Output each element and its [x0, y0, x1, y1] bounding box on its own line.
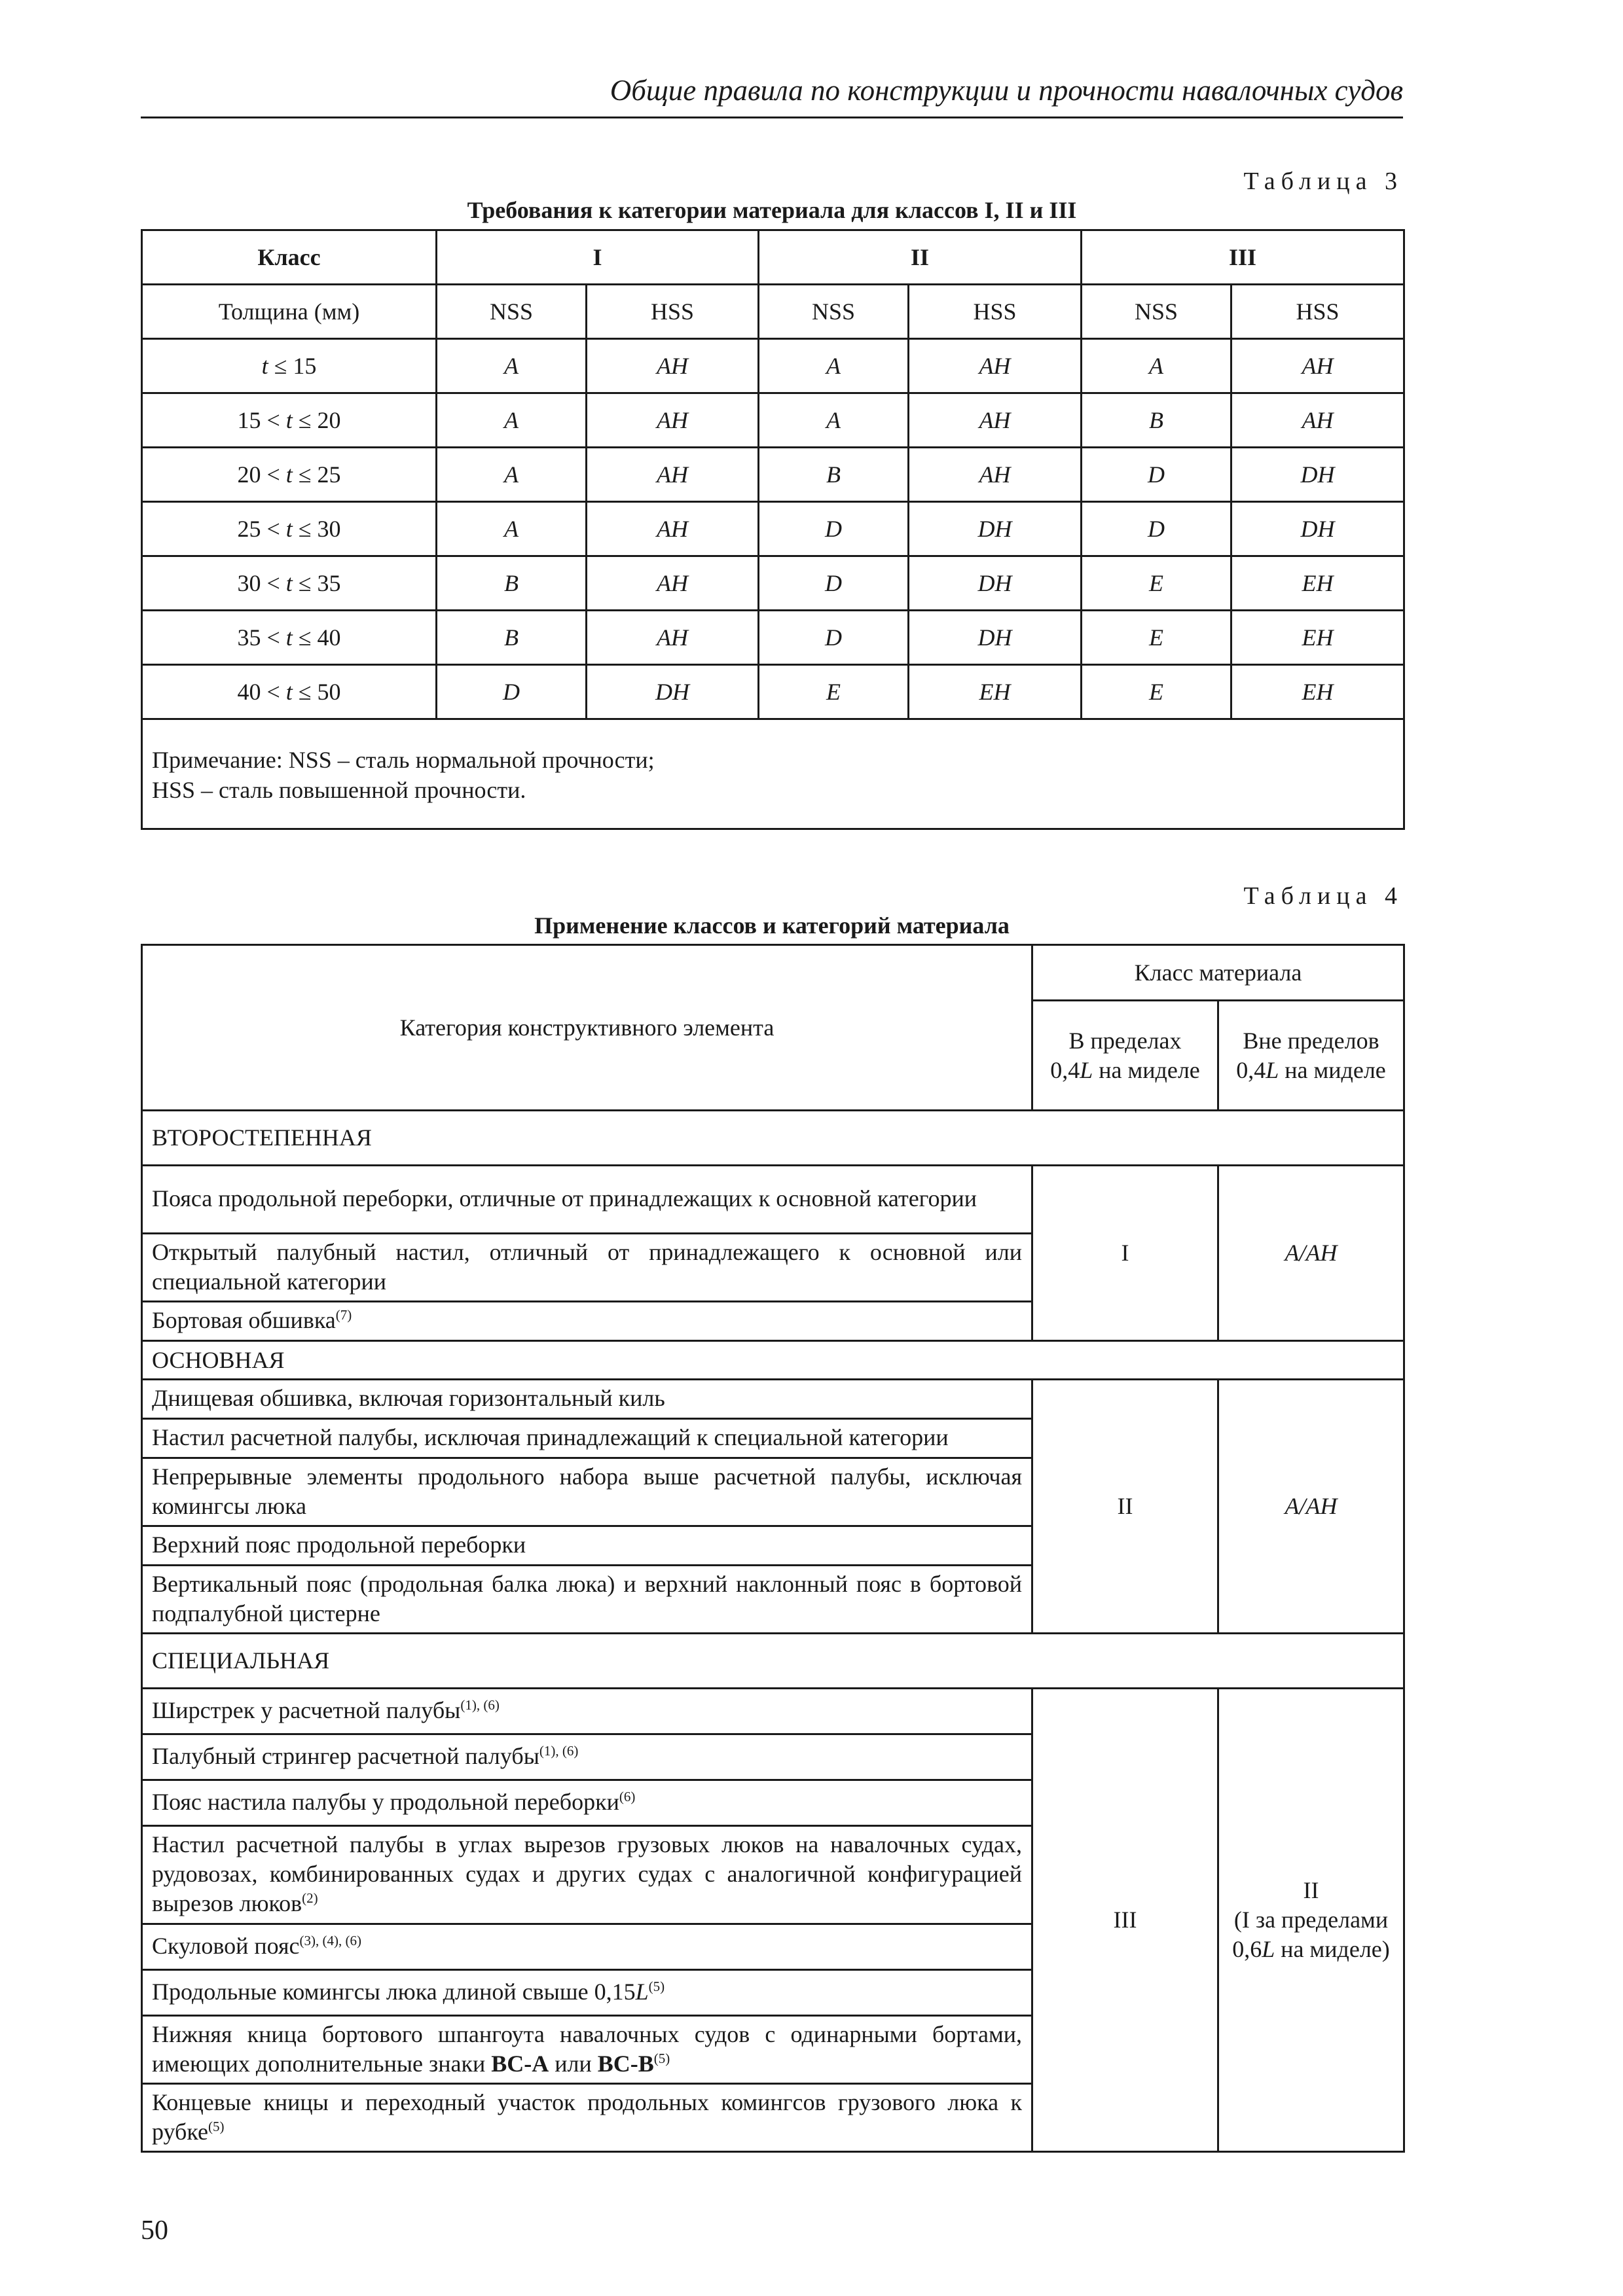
grade-cell: EH	[1231, 665, 1404, 719]
thickness-range-cell: 35 < t ≤ 40	[142, 611, 437, 665]
steel-type-header: NSS	[1082, 285, 1231, 339]
grade-cell: E	[1082, 611, 1231, 665]
grade-cell: B	[437, 611, 587, 665]
class-outside-cell: A/AH	[1218, 1166, 1404, 1341]
table-row	[142, 339, 1404, 393]
element-cell: Открытый палубный настил, отличный от принадлежащего к основной или специальной категории	[142, 1234, 1032, 1302]
class-within-cell: II	[1032, 1380, 1218, 1634]
grade-cell: DH	[909, 611, 1082, 665]
grade-cell: B	[759, 448, 909, 502]
section-title: СПЕЦИАЛЬНАЯ	[142, 1634, 1404, 1689]
element-cell: Днищевая обшивка, включая горизонтальный киль	[142, 1380, 1032, 1419]
thickness-range-cell: t ≤ 15	[142, 339, 437, 393]
table3-note-row	[142, 719, 1404, 829]
section-row-secondary	[142, 1111, 1404, 1166]
table-row	[142, 556, 1404, 611]
table3-number: Таблица 3	[1243, 168, 1403, 195]
element-cell: Пояса продольной переборки, отличные от принадлежащих к основной категории	[142, 1166, 1032, 1234]
grade-cell: AH	[909, 339, 1082, 393]
element-cell: Нижняя кница бортового шпангоута навалочных судов с одинарными бортами, имеющих дополнительные знаки BC-A или $BC-B^{(5)}$	[142, 2016, 1032, 2084]
element-cell: Настил расчетной палубы в углах вырезов грузовых люков на навалочных судах, рудовозах, комбинированных судах и других судах с аналогичной конфигурацией вырезов люков$^{(2)}$	[142, 1826, 1032, 1924]
steel-type-header: HSS	[909, 285, 1082, 339]
table4-header-row	[142, 945, 1404, 1001]
material-grade-table	[141, 229, 1405, 830]
grade-cell: AH	[587, 393, 759, 448]
element-cell: Вертикальный пояс (продольная балка люка) и верхний наклонный пояс в бортовой подпалубной цистерне	[142, 1566, 1032, 1634]
class-outside-cell: A/AH	[1218, 1380, 1404, 1634]
grade-cell: A	[1082, 339, 1231, 393]
class-iii-header: III	[1082, 230, 1404, 285]
table-row	[142, 611, 1404, 665]
steel-type-header: NSS	[437, 285, 587, 339]
grade-cell: A	[759, 393, 909, 448]
table-row	[142, 1166, 1404, 1234]
grade-cell: D	[1082, 502, 1231, 556]
category-header-cell: Категория конструктивного элемента	[142, 945, 1032, 1111]
grade-cell: A	[437, 448, 587, 502]
grade-cell: D	[759, 502, 909, 556]
grade-cell: A	[759, 339, 909, 393]
grade-cell: D	[1082, 448, 1231, 502]
table4-number: Таблица 4	[1243, 882, 1403, 910]
grade-cell: DH	[1231, 448, 1404, 502]
element-cell: Бортовая обшивка$^{(7)}$	[142, 1302, 1032, 1341]
material-class-header: Класс материала	[1032, 945, 1404, 1001]
class-within-cell: I	[1032, 1166, 1218, 1341]
thickness-range-cell: 15 < t ≤ 20	[142, 393, 437, 448]
grade-cell: AH	[587, 611, 759, 665]
grade-cell: A	[437, 339, 587, 393]
element-cell: Концевые кницы и переходный участок продольных комингсов грузового люка к рубке$^{(5)}$	[142, 2084, 1032, 2152]
table4-caption: Применение классов и категорий материала	[534, 912, 1010, 939]
thickness-range-cell: 25 < t ≤ 30	[142, 502, 437, 556]
page-number: 50	[141, 2215, 168, 2246]
grade-cell: AH	[909, 448, 1082, 502]
grade-cell: AH	[909, 393, 1082, 448]
table3-note	[142, 719, 1404, 829]
grade-cell: D	[759, 556, 909, 611]
class-within-cell: III	[1032, 1689, 1218, 2152]
grade-cell: DH	[587, 665, 759, 719]
section-title: ВТОРОСТЕПЕННАЯ	[142, 1111, 1404, 1166]
table-row	[142, 393, 1404, 448]
section-title: ОСНОВНАЯ	[142, 1341, 1404, 1380]
grade-cell: A	[437, 393, 587, 448]
grade-cell: E	[1082, 556, 1231, 611]
grade-cell: DH	[909, 502, 1082, 556]
grade-cell: AH	[587, 448, 759, 502]
element-cell: Скуловой пояс$^{(3), (4), (6)}$	[142, 1924, 1032, 1970]
header-rule	[141, 117, 1403, 118]
grade-cell: B	[437, 556, 587, 611]
section-row-special	[142, 1634, 1404, 1689]
grade-cell: DH	[1231, 502, 1404, 556]
thickness-range-cell: 20 < t ≤ 25	[142, 448, 437, 502]
table3-subheader-row	[142, 285, 1404, 339]
thickness-range-cell: 40 < t ≤ 50	[142, 665, 437, 719]
grade-cell: B	[1082, 393, 1231, 448]
grade-cell: EH	[1231, 556, 1404, 611]
element-cell: Непрерывные элементы продольного набора выше расчетной палубы, исключая комингсы люка	[142, 1458, 1032, 1526]
steel-type-header: NSS	[759, 285, 909, 339]
element-cell: Верхний пояс продольной переборки	[142, 1526, 1032, 1566]
note-line: HSS – сталь повышенной прочности.	[152, 777, 526, 803]
grade-cell: AH	[587, 339, 759, 393]
element-cell: Настил расчетной палубы, исключая принадлежащий к специальной категории	[142, 1419, 1032, 1458]
section-row-main	[142, 1341, 1404, 1380]
steel-type-header: HSS	[1231, 285, 1404, 339]
grade-cell: D	[437, 665, 587, 719]
class-outside-cell: II (I за пределами 0,6L на миделе)	[1218, 1689, 1404, 2152]
table-row	[142, 1380, 1404, 1419]
grade-cell: AH	[1231, 339, 1404, 393]
table-row	[142, 665, 1404, 719]
class-header-cell: Класс	[142, 230, 437, 285]
class-ii-header: II	[759, 230, 1082, 285]
grade-cell: EH	[1231, 611, 1404, 665]
within-midship-header: В пределах 0,4L на миделе	[1032, 1001, 1218, 1111]
outside-midship-header: Вне пределов 0,4L на миделе	[1218, 1001, 1404, 1111]
grade-cell: DH	[909, 556, 1082, 611]
grade-cell: D	[759, 611, 909, 665]
table-row	[142, 448, 1404, 502]
thickness-range-cell: 30 < t ≤ 35	[142, 556, 437, 611]
element-cell: Палубный стрингер расчетной палубы$^{(1), (6)}$	[142, 1734, 1032, 1780]
grade-cell: AH	[1231, 393, 1404, 448]
grade-cell: E	[1082, 665, 1231, 719]
table3-caption: Требования к категории материала для классов I, II и III	[467, 197, 1077, 223]
running-head: Общие правила по конструкции и прочности навалочных судов	[610, 74, 1403, 107]
grade-cell: AH	[587, 502, 759, 556]
grade-cell: EH	[909, 665, 1082, 719]
element-cell: Продольные комингсы люка длиной свыше $0,15L^{(5)}$	[142, 1970, 1032, 2016]
table-row	[142, 502, 1404, 556]
steel-type-header: HSS	[587, 285, 759, 339]
note-line: Примечание: NSS – сталь нормальной прочности;	[152, 747, 655, 773]
grade-cell: AH	[587, 556, 759, 611]
thickness-header-cell: Толщина (мм)	[142, 285, 437, 339]
element-cell: Ширстрек у расчетной палубы$^{(1), (6)}$	[142, 1689, 1032, 1734]
grade-cell: E	[759, 665, 909, 719]
grade-cell: A	[437, 502, 587, 556]
class-i-header: I	[437, 230, 759, 285]
table3-class-header-row	[142, 230, 1404, 285]
table-row	[142, 1689, 1404, 1734]
material-class-application-table	[141, 944, 1405, 2153]
element-cell: Пояс настила палубы у продольной переборки$^{(6)}$	[142, 1780, 1032, 1826]
